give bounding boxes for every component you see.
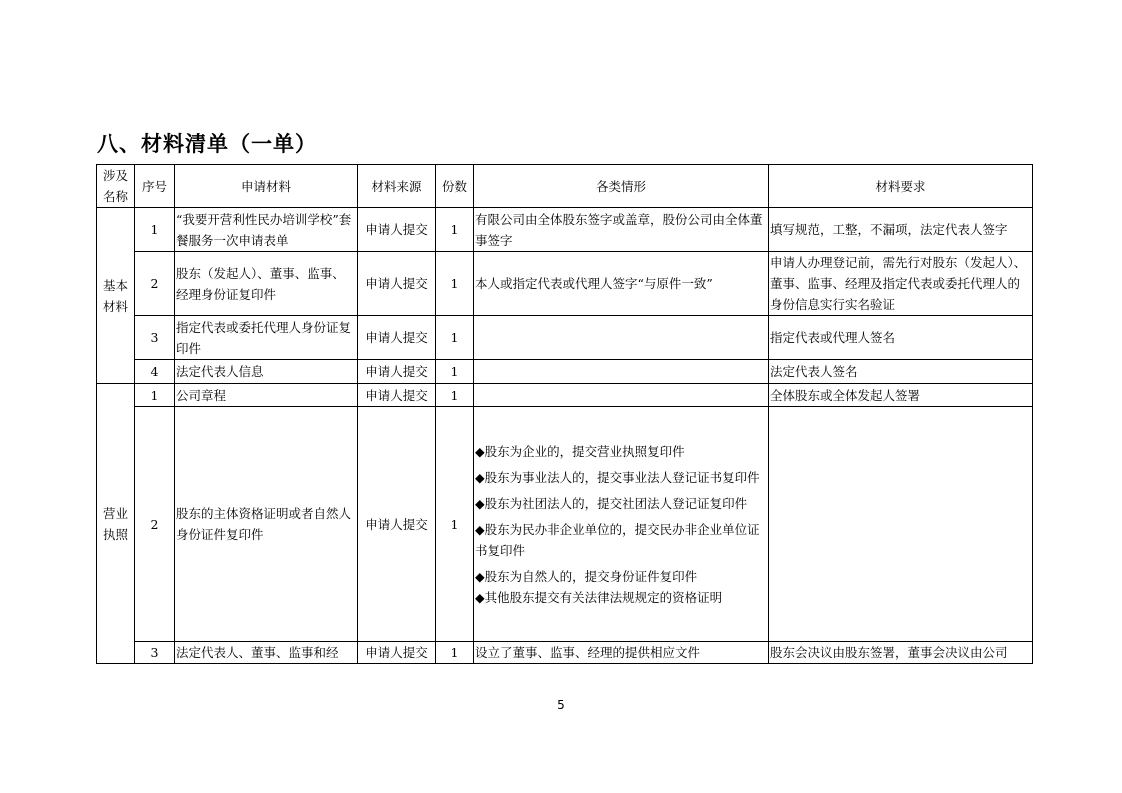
table-row xyxy=(97,208,1033,252)
situation-item: ◆其他股东提交有关法律法规规定的资格证明 xyxy=(475,589,723,605)
page-number: 5 xyxy=(557,698,565,712)
cell-situations-list xyxy=(474,407,769,642)
group-name-basic xyxy=(97,208,135,384)
table-header-row xyxy=(97,165,1033,208)
cell-requirements xyxy=(769,407,1033,642)
cell-requirements: 全体股东或全体发起人签署 xyxy=(769,384,1033,407)
cell-requirements: 指定代表或代理人签名 xyxy=(769,316,1033,360)
cell-copies: 1 xyxy=(436,407,474,642)
cell-source: 申请人提交 xyxy=(358,360,436,384)
cell-seq: 2 xyxy=(135,407,175,642)
table-row xyxy=(97,316,1033,360)
cell-requirements: 申请人办理登记前，需先行对股东（发起人）、董事、监事、经理及指定代表或委托代理人的身份信息实行实名验证 xyxy=(769,252,1033,316)
header-requirements: 材料要求 xyxy=(769,165,1033,208)
situation-item: ◆股东为企业的，提交营业执照复印件 xyxy=(475,443,685,459)
cell-copies: 1 xyxy=(436,316,474,360)
cell-copies: 1 xyxy=(436,252,474,316)
cell-seq: 3 xyxy=(135,642,175,664)
table-row xyxy=(97,407,1033,642)
cell-material: 股东（发起人）、董事、监事、经理身份证复印件 xyxy=(175,252,358,316)
situation-item: ◆股东为事业法人的，提交事业法人登记证书复印件 xyxy=(475,469,760,485)
table-row xyxy=(97,360,1033,384)
header-category xyxy=(97,165,135,208)
group-name-line2: 执照 xyxy=(102,526,128,542)
header-category-line1: 涉及 xyxy=(102,168,128,183)
cell-material: “我要开营利性民办培训学校”套餐服务一次申请表单 xyxy=(175,208,358,252)
cell-source: 申请人提交 xyxy=(358,642,436,664)
cell-material: 指定代表或委托代理人身份证复印件 xyxy=(175,316,358,360)
situation-item: ◆股东为民办非企业单位的，提交民办非企业单位证书复印件 xyxy=(475,521,760,558)
header-material: 申请材料 xyxy=(175,165,358,208)
cell-source: 申请人提交 xyxy=(358,316,436,360)
cell-situations: 有限公司由全体股东签字或盖章，股份公司由全体董事签字 xyxy=(474,208,769,252)
cell-copies: 1 xyxy=(436,642,474,664)
cell-copies: 1 xyxy=(436,360,474,384)
header-seq: 序号 xyxy=(135,165,175,208)
cell-material: 法定代表人、董事、监事和经 xyxy=(175,642,358,664)
header-copies: 份数 xyxy=(436,165,474,208)
cell-situations: 设立了董事、监事、经理的提供相应文件 xyxy=(474,642,769,664)
cell-situations xyxy=(474,384,769,407)
cell-requirements: 填写规范，工整，不漏项，法定代表人签字 xyxy=(769,208,1033,252)
cell-material: 股东的主体资格证明或者自然人身份证件复印件 xyxy=(175,407,358,642)
group-name-license xyxy=(97,384,135,664)
situation-item: ◆股东为社团法人的，提交社团法人登记证复印件 xyxy=(475,495,748,511)
cell-requirements: 股东会决议由股东签署，董事会决议由公司 xyxy=(769,642,1033,664)
group-name-line1: 营业 xyxy=(102,505,128,521)
header-category-line2: 名称 xyxy=(102,189,128,204)
cell-source: 申请人提交 xyxy=(358,384,436,407)
group-name-line1: 基本 xyxy=(102,277,128,293)
page-title: 八、材料清单（一单） xyxy=(97,132,317,156)
cell-seq: 2 xyxy=(135,252,175,316)
table-row xyxy=(97,384,1033,407)
header-source: 材料来源 xyxy=(358,165,436,208)
cell-situations xyxy=(474,360,769,384)
cell-source: 申请人提交 xyxy=(358,407,436,642)
table-row xyxy=(97,642,1033,664)
cell-source: 申请人提交 xyxy=(358,208,436,252)
cell-situations: 本人或指定代表或代理人签字“与原件一致” xyxy=(474,252,769,316)
situation-item: ◆股东为自然人的，提交身份证件复印件 xyxy=(475,568,698,584)
cell-seq: 4 xyxy=(135,360,175,384)
header-situations: 各类情形 xyxy=(474,165,769,208)
cell-requirements: 法定代表人签名 xyxy=(769,360,1033,384)
materials-table xyxy=(96,164,1033,664)
cell-copies: 1 xyxy=(436,384,474,407)
cell-situations xyxy=(474,316,769,360)
table-row xyxy=(97,252,1033,316)
cell-seq: 3 xyxy=(135,316,175,360)
cell-seq: 1 xyxy=(135,208,175,252)
cell-source: 申请人提交 xyxy=(358,252,436,316)
group-name-line2: 材料 xyxy=(102,298,128,314)
cell-material: 公司章程 xyxy=(175,384,358,407)
cell-copies: 1 xyxy=(436,208,474,252)
cell-material: 法定代表人信息 xyxy=(175,360,358,384)
cell-seq: 1 xyxy=(135,384,175,407)
